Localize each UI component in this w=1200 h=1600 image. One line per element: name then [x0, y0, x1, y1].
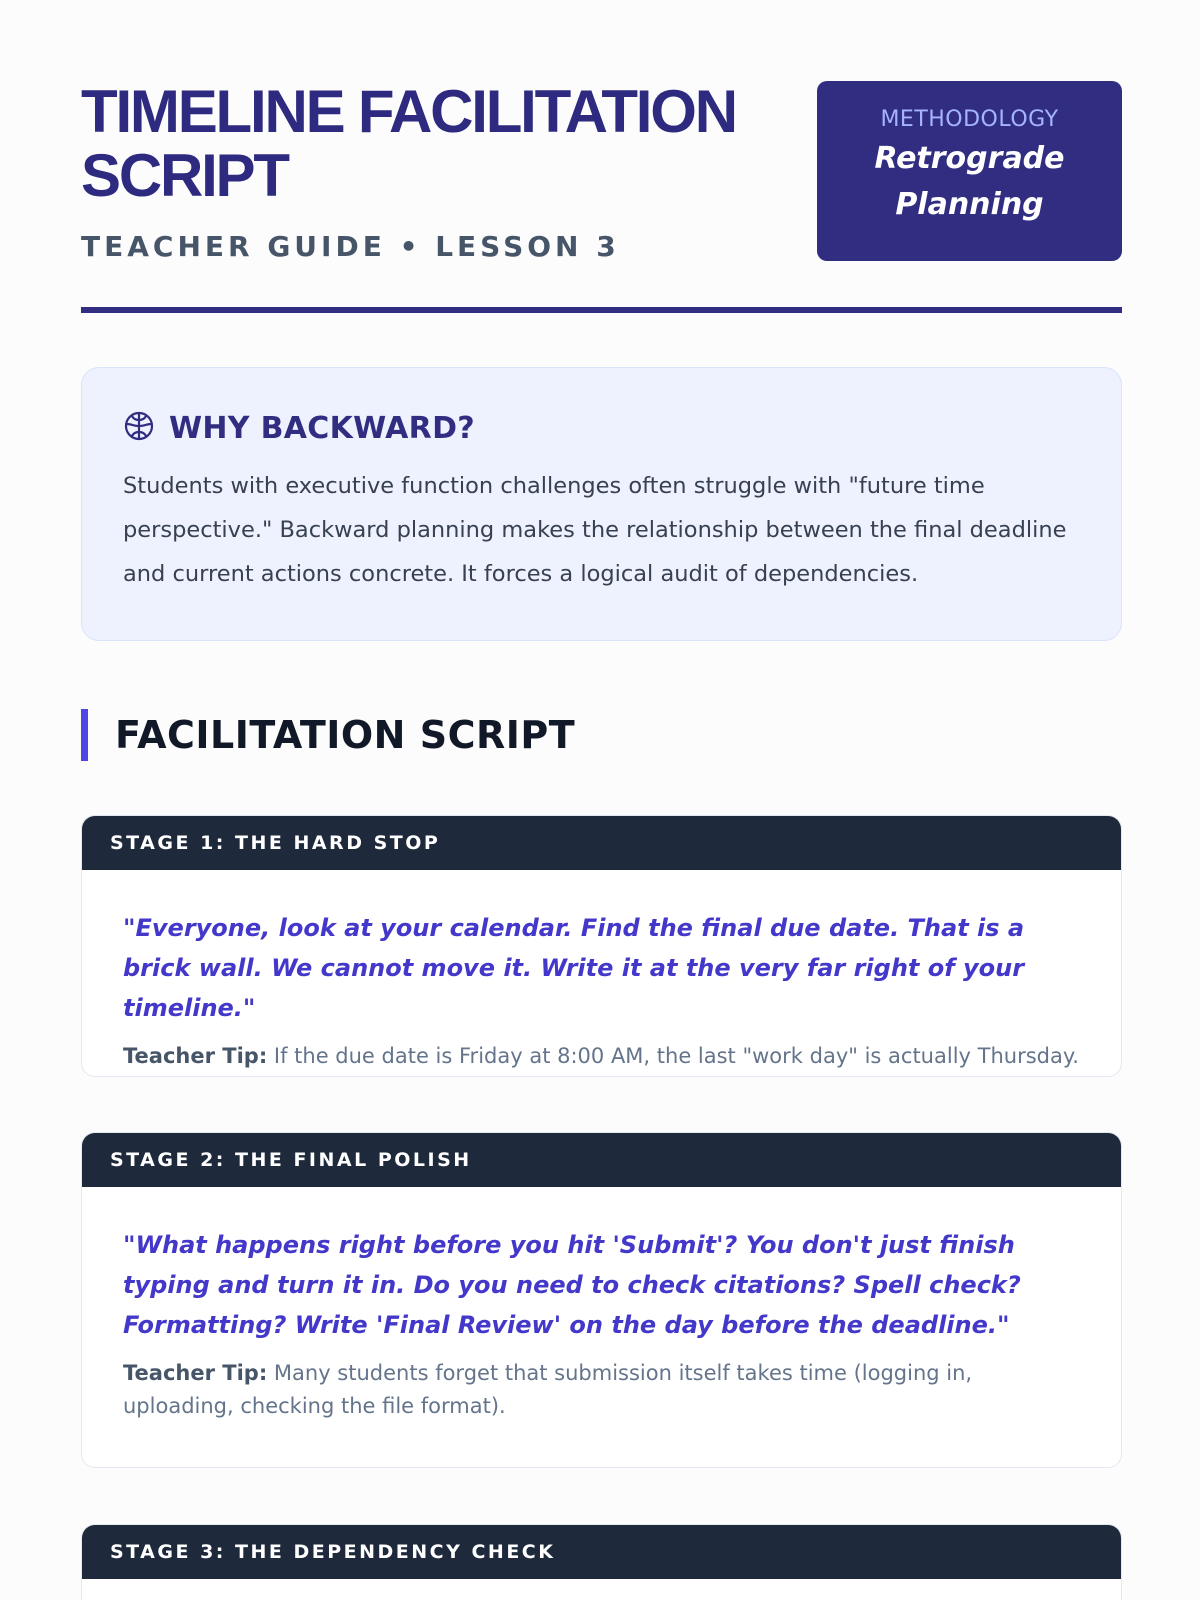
why-title: WHY BACKWARD? [169, 410, 475, 446]
stage-card-1 [81, 815, 1122, 1077]
page-title: TIMELINE FACILITATION SCRIPT [81, 78, 736, 209]
teacher-tip [123, 1040, 1081, 1073]
methodology-value: Retrograde Planning [874, 141, 1065, 222]
teacher-tip-label: Teacher Tip: [123, 1044, 268, 1068]
stage-quote: "Everyone, look at your calendar. Find the final due date. That is a brick wall. We cannot move it. Write it at the very far right of your timeline." [123, 914, 1025, 1022]
teacher-tip-label: Teacher Tip: [123, 1361, 268, 1385]
teacher-tip-text: If the due date is Friday at 8:00 AM, the last "work day" is actually Thursday. [267, 1044, 1079, 1068]
brain-icon [123, 410, 155, 446]
why-backward-callout [81, 367, 1122, 641]
why-text: Students with executive function challenges often struggle with "future time perspective." Backward planning makes the relationship between the final deadline and current actions concrete. It forces a logical audit of dependencies. [123, 473, 1067, 587]
page-header [81, 78, 1122, 263]
teacher-tip [123, 1357, 1081, 1423]
stage-card-2 [81, 1132, 1122, 1468]
stage-title: STAGE 1: THE HARD STOP [82, 816, 1121, 870]
page-subtitle: TEACHER GUIDE • LESSON 3 [81, 230, 620, 263]
stage-title: STAGE 2: THE FINAL POLISH [82, 1133, 1121, 1187]
section-heading [81, 709, 575, 761]
methodology-label: METHODOLOGY [880, 107, 1059, 132]
section-title: FACILITATION SCRIPT [115, 713, 576, 757]
header-divider [81, 307, 1122, 313]
stage-title: STAGE 3: THE DEPENDENCY CHECK [82, 1525, 1121, 1579]
teacher-tip-text: Many students forget that submission itself takes time (logging in, uploading, checking the file format). [123, 1361, 973, 1418]
methodology-card [817, 81, 1122, 261]
stage-card-3 [81, 1524, 1122, 1600]
stage-quote: "What happens right before you hit 'Submit'? You don't just finish typing and turn it in. Do you need to check citations? Spell check? Formatting? Write 'Final Review' on the day before the deadline." [123, 1231, 1021, 1339]
